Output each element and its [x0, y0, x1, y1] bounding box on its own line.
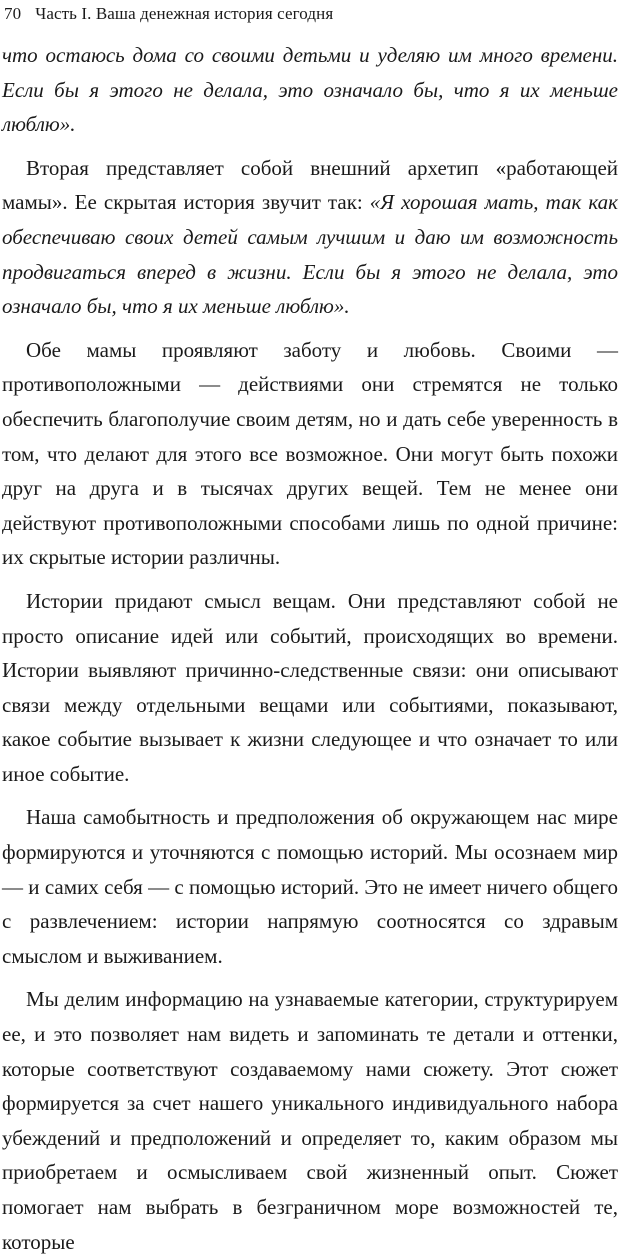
- paragraph-3: Обе мамы проявляют заботу и любовь. Своими — противоположными — действиями они стремятся не только обеспечить благополучие своим детям, но и дать себе уверенность в том, что делают для этого все возможное. Они могут быть похожи друг на друга и в тысячах других вещей. Тем не менее они действуют противоположными способами лишь по одной причине: их скрытые истории различны.: [2, 337, 618, 570]
- running-head: [2, 4, 620, 30]
- page-number: 70: [4, 4, 22, 23]
- paragraph-4: Истории придают смысл вещам. Они представляют собой не просто описание идей или событий, происходящих во времени. Истории выявляют причинно-следственные связи: они описывают связи между отдельными вещами или событиями, показывают, какое событие вызывает к жизни следующее и что означает то или иное событие.: [2, 588, 618, 786]
- paragraph-1: что остаюсь дома со своими детьми и уделяю им много времени. Если бы я этого не делала, это означало бы, что я их меньше люблю».: [2, 43, 618, 137]
- body-text: [2, 38, 618, 1259]
- paragraph-2: [2, 151, 618, 324]
- paragraph-2-text: Вторая представляет собой внешний архетип «работающей мамы». Ее скрытая история звучит так:: [2, 155, 618, 215]
- running-title: Часть I. Ваша денежная история сегодня: [35, 4, 334, 23]
- paragraph-6: Мы делим информацию на узнаваемые категории, структурируем ее, и это позволяет нам видеть и запоминать те детали и оттенки, которые соответствуют создаваемому нами сюжету. Этот сюжет формируется за счет нашего уникального индивидуального набора убеждений и предположений и определяет то, каким образом мы приобретаем и осмысливаем свой жизненный опыт. Сюжет помогает нам выбрать в безграничном море возможностей те, которые: [2, 987, 618, 1254]
- paragraph-2-quote: «Я хорошая мать, так как обеспечиваю своих детей самым лучшим и даю им возможность продвигаться вперед в жизни. Если бы я этого не делала, это означало бы, что я их меньше люблю».: [2, 190, 618, 319]
- paragraph-5: Наша самобытность и предположения об окружающем нас мире формируются и уточняются с помощью историй. Мы осознаем мир — и самих себя — с помощью историй. Это не имеет ничего общего с развлечением: истории напрямую соотносятся со здравым смыслом и выживанием.: [2, 805, 618, 968]
